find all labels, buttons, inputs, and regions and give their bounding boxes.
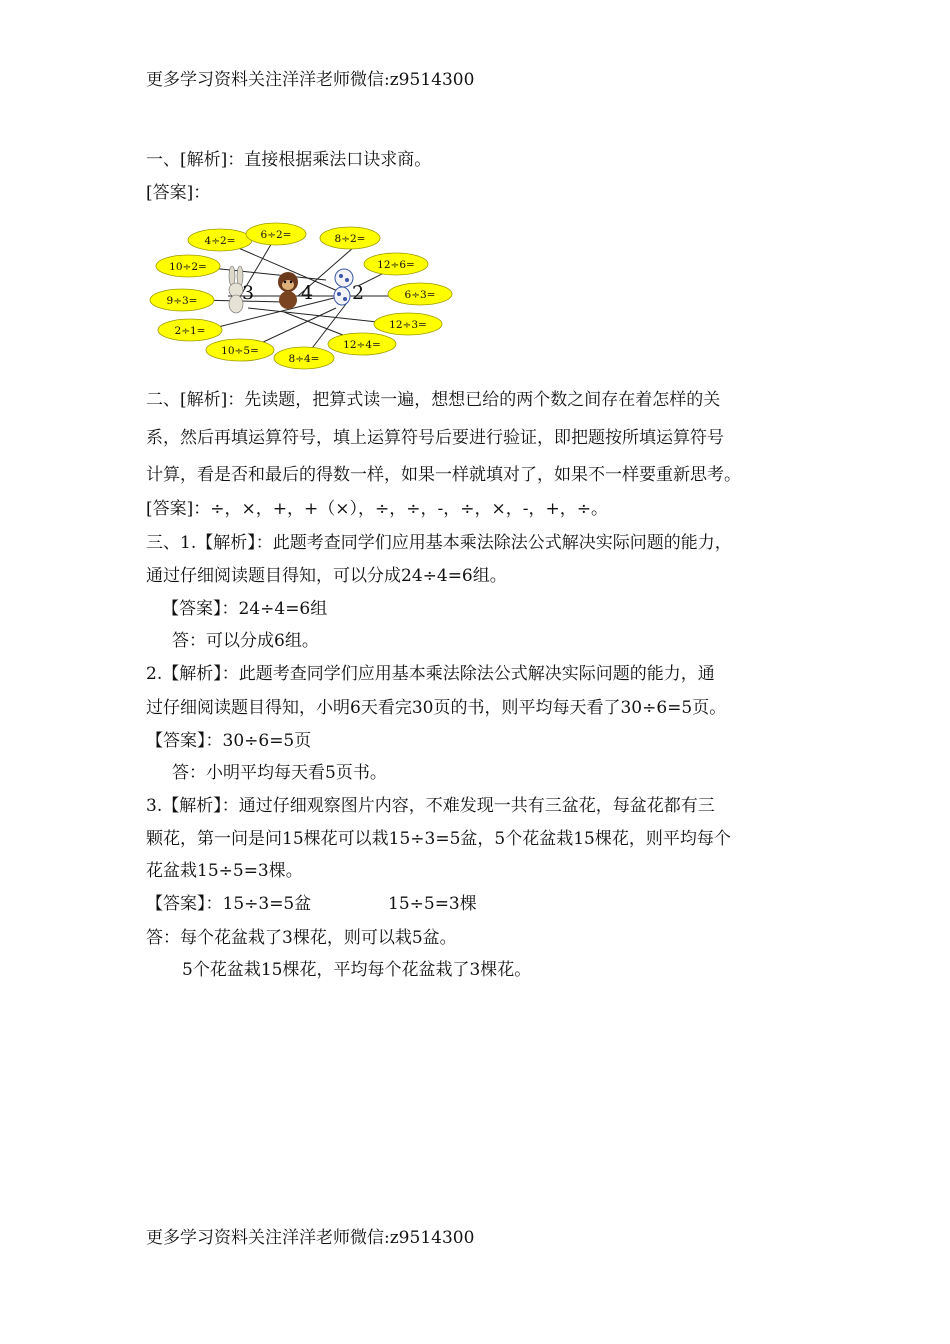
oval-label: 12÷3= bbox=[389, 319, 427, 331]
oval-6div3 bbox=[388, 283, 452, 305]
oval-4div2 bbox=[188, 229, 252, 251]
oval-label: 6÷3= bbox=[404, 289, 436, 301]
oval-label: 9÷3= bbox=[166, 295, 198, 307]
oval-8div2 bbox=[320, 227, 380, 249]
section3-p3-line1: 3.【解析】：通过仔细观察图片内容，不难发现一共有三盆花，每盆花都有三 bbox=[146, 796, 715, 816]
section3-p2-line2: 过仔细阅读题目得知，小明6天看完30页的书，则平均每天看了30÷6=5页。 bbox=[146, 698, 727, 718]
oval-label: 10÷2= bbox=[169, 261, 207, 273]
oval-12div6 bbox=[364, 253, 428, 275]
section3-p2-answer: 【答案】：30÷6=5页 bbox=[146, 731, 312, 751]
oval-label: 2÷1= bbox=[174, 325, 206, 337]
oval-label: 6÷2= bbox=[260, 229, 292, 241]
oval-6div2 bbox=[246, 223, 306, 245]
oval-8div4 bbox=[274, 347, 334, 369]
section1-analysis: 一、[解析]：直接根据乘法口诀求商。 bbox=[146, 150, 432, 170]
section3-p1-line2: 通过仔细阅读题目得知，可以分成24÷4=6组。 bbox=[146, 566, 507, 586]
page-header: 更多学习资料关注洋洋老师微信:z9514300 bbox=[146, 70, 475, 90]
oval-2div1 bbox=[158, 319, 222, 341]
connection-line bbox=[206, 298, 334, 330]
matching-diagram bbox=[148, 212, 458, 374]
dog-icon bbox=[334, 269, 353, 305]
connection-line bbox=[248, 308, 396, 324]
section3-p1-reply: 答：可以分成6组。 bbox=[172, 631, 319, 651]
section3-p2-line1: 2.【解析】：此题考查同学们应用基本乘法除法公式解决实际问题的能力，通 bbox=[146, 664, 715, 684]
number-2: 2 bbox=[352, 282, 365, 304]
section3-p3-reply2: 5个花盆栽15棵花，平均每个花盆栽了3棵花。 bbox=[182, 960, 532, 980]
section2-line1: 二、[解析]：先读题，把算式读一遍，想想已给的两个数之间存在着怎样的关 bbox=[146, 390, 721, 410]
oval-10div2 bbox=[156, 255, 220, 277]
section3-p3-reply1: 答：每个花盆栽了3棵花，则可以栽5盆。 bbox=[146, 928, 457, 948]
oval-12div4 bbox=[328, 333, 396, 355]
section2-answer: [答案]：÷，×，+，+（×），÷，÷，-，÷，×，-，+，÷。 bbox=[146, 499, 608, 519]
monkey-icon bbox=[278, 272, 298, 309]
section3-p3-line3: 花盆栽15÷5=3棵。 bbox=[146, 861, 303, 881]
oval-12div3 bbox=[374, 313, 442, 335]
section2-line2: 系，然后再填运算符号，填上运算符号后要进行验证，即把题按所填运算符号 bbox=[146, 428, 724, 448]
page-footer: 更多学习资料关注洋洋老师微信:z9514300 bbox=[146, 1228, 475, 1248]
oval-9div3 bbox=[150, 289, 214, 311]
section3-p1-answer: 【答案】：24÷4=6组 bbox=[162, 599, 328, 619]
section3-p3-answer2: 15÷5=3棵 bbox=[388, 894, 477, 914]
oval-label: 8÷2= bbox=[334, 233, 366, 245]
section3-p2-reply: 答：小明平均每天看5页书。 bbox=[172, 763, 387, 783]
section2-line3: 计算，看是否和最后的得数一样，如果一样就填对了，如果不一样要重新思考。 bbox=[146, 465, 741, 485]
number-3: 3 bbox=[242, 282, 255, 304]
oval-10div5 bbox=[206, 339, 274, 361]
rabbit-icon bbox=[229, 266, 243, 313]
section3-p3-answer: 【答案】：15÷3=5盆 bbox=[146, 894, 312, 914]
oval-label: 10÷5= bbox=[221, 345, 259, 357]
oval-label: 12÷4= bbox=[343, 339, 381, 351]
section1-answer-label: [答案]： bbox=[146, 183, 211, 203]
section3-p1-line1: 三、1.【解析】：此题考查同学们应用基本乘法除法公式解决实际问题的能力， bbox=[146, 533, 732, 553]
oval-label: 12÷6= bbox=[377, 259, 415, 271]
oval-label: 4÷2= bbox=[204, 235, 236, 247]
number-4: 4 bbox=[301, 282, 314, 304]
section3-p3-line2: 颗花，第一问是问15棵花可以栽15÷3=5盆，5个花盆栽15棵花，则平均每个 bbox=[146, 829, 731, 849]
oval-label: 8÷4= bbox=[288, 353, 320, 365]
